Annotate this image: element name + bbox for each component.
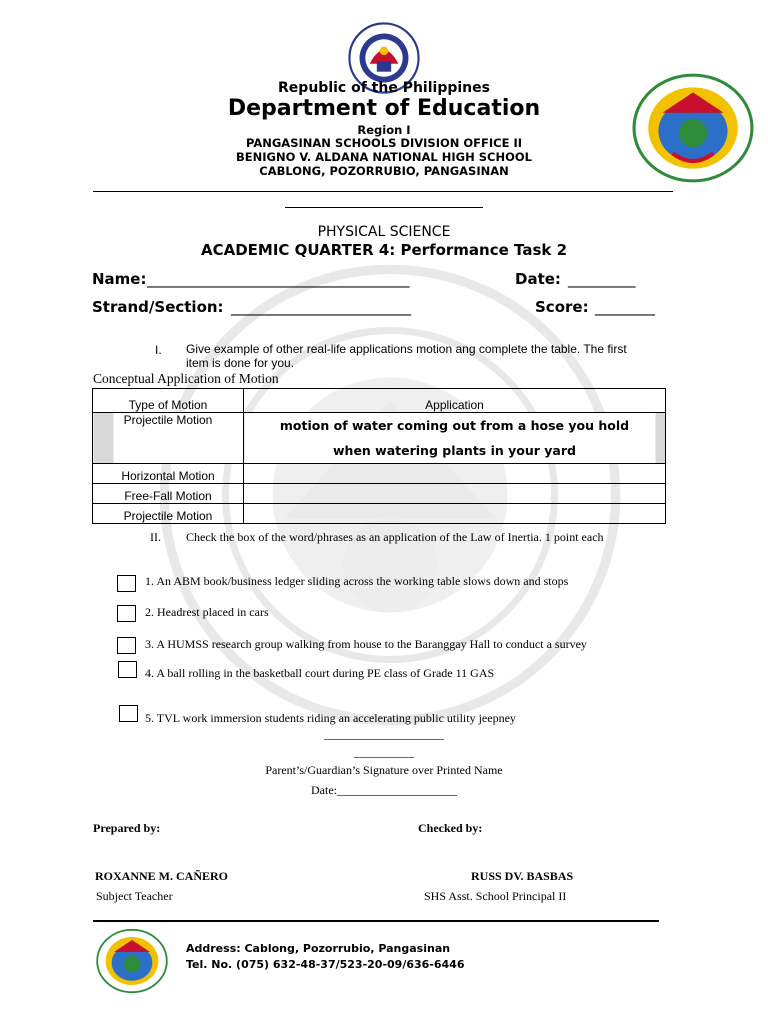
signature-date[interactable]: Date:____________________ <box>311 783 457 797</box>
checker-title: SHS Asst. School Principal II <box>424 889 567 903</box>
part1-number: I. <box>155 343 162 357</box>
item-3-checkbox[interactable] <box>117 637 136 654</box>
item-5-checkbox[interactable] <box>119 705 138 722</box>
table-row <box>93 464 666 484</box>
row-1-application[interactable] <box>244 413 666 464</box>
table-header-row <box>93 389 666 413</box>
task-subject: PHYSICAL SCIENCE <box>317 224 451 240</box>
signature-line-short: __________ <box>354 745 414 759</box>
strand-input-line[interactable]: ________________________ <box>231 298 411 316</box>
score-input-line[interactable]: ________ <box>595 298 655 316</box>
item-3-text: 3. A HUMSS research group walking from house to the Baranggay Hall to conduct a survey <box>145 637 587 651</box>
part2-number: II. <box>150 530 161 544</box>
preparer-title: Subject Teacher <box>96 889 173 903</box>
part2-instruction: Check the box of the word/phrases as an application of the Law of Inertia. 1 point each <box>186 530 604 544</box>
row-1-type: Projectile Motion <box>93 413 244 464</box>
motion-table <box>92 388 666 524</box>
footer-rule <box>93 920 659 922</box>
table-row <box>93 504 666 524</box>
part1-instruction-line2: item is done for you. <box>186 356 295 370</box>
checked-by-label: Checked by: <box>418 821 483 835</box>
row-4-type: Projectile Motion <box>93 504 244 524</box>
checker-name: RUSS DV. BASBAS <box>471 869 574 883</box>
row-1-application-line1: motion of water coming out from a hose you hold <box>279 418 630 433</box>
part1-instruction <box>186 342 666 370</box>
item-2-checkbox[interactable] <box>117 605 136 622</box>
row-3-type: Free-Fall Motion <box>93 484 244 504</box>
date-label: Date: <box>515 270 561 288</box>
name-label: Name: <box>92 270 147 288</box>
item-4-checkbox[interactable] <box>118 661 137 678</box>
name-input-line[interactable]: ___________________________________ <box>147 270 410 288</box>
column-header-type: Type of Motion <box>93 389 244 413</box>
header-school: BENIGNO V. ALDANA NATIONAL HIGH SCHOOL <box>236 150 532 164</box>
row-4-application-cell[interactable] <box>244 504 666 524</box>
item-4-text: 4. A ball rolling in the basketball court during PE class of Grade 11 GAS <box>145 666 495 680</box>
header-location: CABLONG, POZORRUBIO, PANGASINAN <box>259 164 509 178</box>
item-1-checkbox[interactable] <box>117 575 136 592</box>
signature-line[interactable]: ____________________ <box>324 727 444 741</box>
header-republic: Republic of the Philippines <box>278 80 490 96</box>
item-5-text: 5. TVL work immersion students riding an accelerating public utility jeepney <box>145 711 516 725</box>
part1-instruction-line1: Give example of other real-life applications motion ang complete the table. The first <box>186 342 627 356</box>
row-1-application-line2: when watering plants in your yard <box>333 443 576 458</box>
score-label: Score: <box>535 298 589 316</box>
table-caption: Conceptual Application of Motion <box>93 371 279 386</box>
strand-label: Strand/Section: <box>92 298 224 316</box>
column-header-application: Application <box>244 389 666 413</box>
preparer-name: ROXANNE M. CAÑERO <box>95 869 228 883</box>
school-seal-footer-logo <box>96 928 168 994</box>
header-department: Department of Education <box>227 96 541 121</box>
task-title: ACADEMIC QUARTER 4: Performance Task 2 <box>200 241 568 259</box>
header-region: Region I <box>357 123 411 137</box>
row-3-application-cell[interactable] <box>244 484 666 504</box>
table-row <box>93 484 666 504</box>
row-2-application-cell[interactable] <box>244 464 666 484</box>
prepared-by-label: Prepared by: <box>93 821 161 835</box>
header-division: PANGASINAN SCHOOLS DIVISION OFFICE II <box>245 136 523 150</box>
header-rule <box>93 191 673 192</box>
row-2-type: Horizontal Motion <box>93 464 244 484</box>
item-2-text: 2. Headrest placed in cars <box>145 605 269 619</box>
item-1-text: 1. An ABM book/business ledger sliding across the working table slows down and stops <box>145 574 569 588</box>
footer-tel: Tel. No. (075) 632-48-37/523-20-09/636-6446 <box>186 958 465 971</box>
date-input-line[interactable]: _________ <box>568 270 636 288</box>
header-rule-short <box>285 207 483 208</box>
signature-label: Parent’s/Guardian’s Signature over Printed Name <box>265 763 503 777</box>
table-row <box>93 413 666 464</box>
footer-address: Address: Cablong, Pozorrubio, Pangasinan <box>186 942 451 955</box>
